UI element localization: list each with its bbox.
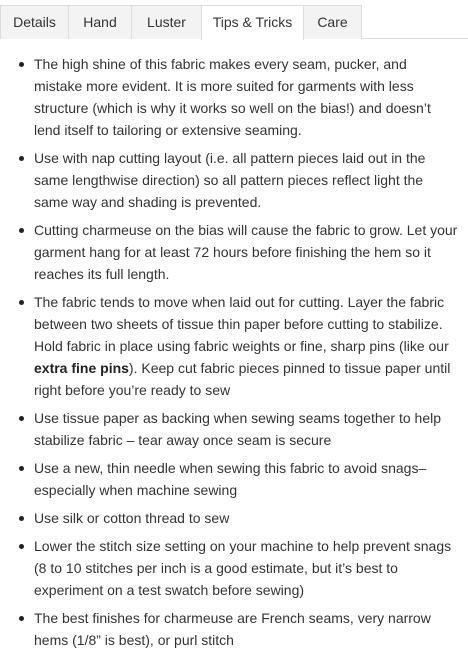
tab-luster[interactable]: Luster (131, 5, 202, 39)
tab-care[interactable]: Care (303, 5, 362, 39)
tip-item: Use silk or cotton thread to sew (34, 507, 458, 529)
extra-fine-pins-link[interactable]: extra fine pins (34, 360, 129, 376)
tab-panel-tips (0, 39, 468, 651)
tips-list (0, 53, 458, 651)
tab-bar (0, 0, 468, 39)
tip-item: The high shine of this fabric makes every seam, pucker, and mistake more evident. It is more suited for garments with less structure (which is why it works so well on the bias!) and doesn’t lend itself to tailoring or extensive seaming. (34, 53, 458, 141)
tip-item: Cutting charmeuse on the bias will cause the fabric to grow. Let your garment hang for at least 72 hours before finishing the hem so it reaches its full length. (34, 219, 458, 285)
tip-text: The fabric tends to move when laid out for cutting. Layer the fabric between two sheets of tissue thin paper before cutting to stabilize. Hold fabric in place using fabric weights or fine, sharp pins (like our (34, 294, 449, 354)
tab-hand[interactable]: Hand (68, 5, 132, 39)
tip-item: Use tissue paper as backing when sewing seams together to help stabilize fabric – tear away once seam is secure (34, 407, 458, 451)
tab-tips-and-tricks[interactable]: Tips & Tricks (201, 5, 304, 40)
tip-item: Use with nap cutting layout (i.e. all pattern pieces laid out in the same lengthwise direction) so all pattern pieces reflect light the same way and shading is prevented. (34, 147, 458, 213)
tip-item: Use a new, thin needle when sewing this fabric to avoid snags–especially when machine sewing (34, 457, 458, 501)
tip-item (34, 291, 458, 401)
tab-details[interactable]: Details (0, 5, 69, 39)
tip-item: The best finishes for charmeuse are French seams, very narrow hems (1/8” is best), or purl stitch (34, 607, 458, 651)
tip-text: ). Keep cut fabric pieces pinned to tissue paper until right before you’re ready to sew (34, 360, 451, 398)
tip-item: Lower the stitch size setting on your machine to help prevent snags (8 to 10 stitches per inch is a good estimate, but it’s best to experiment on a test swatch before sewing) (34, 535, 458, 601)
